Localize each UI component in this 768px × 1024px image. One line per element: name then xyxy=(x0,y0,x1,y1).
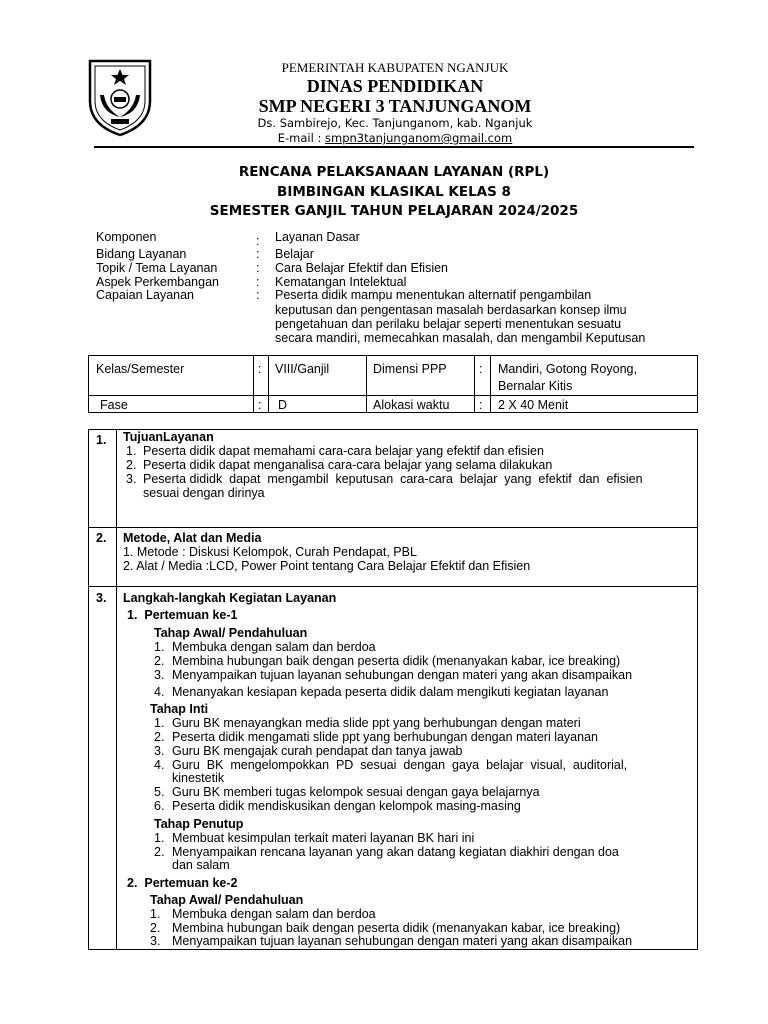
kelas-value: VIII/Ganjil xyxy=(275,362,330,376)
list-item: Membina hubungan baik dengan peserta didik (menanyakan kabar, ice breaking) xyxy=(172,654,621,668)
list-item: sesuai dengan dirinya xyxy=(143,486,265,500)
table-divider xyxy=(474,355,475,413)
section-number: 1. xyxy=(96,433,107,447)
stage-title: Tahap Awal/ Pendahuluan xyxy=(154,626,308,640)
list-num: 2. xyxy=(154,845,165,859)
info-value-capaian-line: secara mandiri, memecahkan masalah, dan mengambil Keputusan xyxy=(275,331,646,345)
list-num: 1. xyxy=(154,716,165,730)
section-number: 3. xyxy=(96,591,107,605)
table-divider xyxy=(253,355,254,413)
list-item: Guru BK mengelompokkan PD sesuai dengan gaya belajar visual, auditorial, xyxy=(172,758,628,772)
list-num: 2. xyxy=(126,458,137,472)
list-item: Membuat kesimpulan terkait materi layanan BK hari ini xyxy=(172,831,475,845)
list-item: dan salam xyxy=(172,858,230,872)
list-item: Membuka dengan salam dan berdoa xyxy=(172,640,376,654)
list-num: 3. xyxy=(154,668,165,682)
list-num: 1. xyxy=(154,640,165,654)
list-num: 1. xyxy=(150,907,161,921)
letterhead-email xyxy=(150,131,640,145)
dimensi-label: Dimensi PPP xyxy=(373,362,447,376)
section-title: Langkah-langkah Kegiatan Layanan xyxy=(123,591,337,605)
table-colon: : xyxy=(258,398,262,412)
letterhead-department: DINAS PENDIDIKAN xyxy=(306,76,484,96)
section-title: Metode, Alat dan Media xyxy=(123,531,262,545)
info-value-aspek: Kematangan Intelektual xyxy=(275,275,407,289)
list-item: Guru BK menayangkan media slide ppt yang berhubungan dengan materi xyxy=(172,716,581,730)
list-num: 3. xyxy=(126,472,137,486)
info-label-komponen: Komponen xyxy=(96,230,157,244)
list-num: 2. xyxy=(154,654,165,668)
table-divider xyxy=(88,395,698,396)
list-item: Membuka dengan salam dan berdoa xyxy=(172,907,376,921)
alokasi-label: Alokasi waktu xyxy=(373,398,450,412)
table-divider xyxy=(88,586,698,587)
list-item: Membina hubungan baik dengan peserta didik (menanyakan kabar, ice breaking) xyxy=(172,921,621,935)
meeting-title: 1. Pertemuan ke-1 xyxy=(127,608,238,622)
list-num: 2. xyxy=(154,730,165,744)
letterhead-divider xyxy=(94,146,694,148)
info-value-capaian: Peserta didik mampu menentukan alternatif pengambilan xyxy=(275,288,592,302)
info-label-aspek: Aspek Perkembangan xyxy=(96,275,219,289)
list-item: Menyampaikan rencana layanan yang akan datang kegiatan diakhiri dengan doa xyxy=(172,845,619,859)
section-number: 2. xyxy=(96,531,107,545)
info-value-bidang: Belajar xyxy=(275,247,314,261)
info-value-capaian-line: keputusan dan pengentasan masalah berdasarkan konsep ilmu xyxy=(275,303,627,317)
stage-title: Tahap Penutup xyxy=(154,817,244,831)
info-colon: : xyxy=(256,288,260,302)
list-item: kinestetik xyxy=(172,771,225,785)
table-divider xyxy=(116,429,117,950)
letterhead-address: Ds. Sambirejo, Kec. Tanjunganom, kab. Nganjuk xyxy=(257,116,533,130)
meeting-title: 2. Pertemuan ke-2 xyxy=(127,876,238,890)
list-item: Menanyakan kesiapan kepada peserta didik dalam mengikuti kegiatan layanan xyxy=(172,685,609,699)
table-divider xyxy=(366,355,367,413)
info-label-capaian: Capaian Layanan xyxy=(96,288,194,302)
section-title: TujuanLayanan xyxy=(123,430,214,444)
list-item: Peserta dididk dapat mengambil keputusan cara-cara belajar yang efektif dan efisien xyxy=(143,472,643,486)
dimensi-value: Mandiri, Gotong Royong, xyxy=(498,362,637,376)
info-colon: : xyxy=(256,234,260,248)
doc-subtitle: BIMBINGAN KLASIKAL KELAS 8 xyxy=(277,184,511,200)
table-divider xyxy=(490,355,491,413)
table-divider xyxy=(88,527,698,528)
info-colon: : xyxy=(256,261,260,275)
list-num: 5. xyxy=(154,785,165,799)
kelas-label: Kelas/Semester xyxy=(96,362,185,376)
list-item: Peserta didik mengamati slide ppt yang berhubungan dengan materi layanan xyxy=(172,730,598,744)
doc-semester: SEMESTER GANJIL TAHUN PELAJARAN 2024/2025 xyxy=(209,203,579,219)
list-item: Guru BK mengajak curah pendapat dan tanya jawab xyxy=(172,744,463,758)
letterhead-government: PEMERINTAH KABUPATEN NGANJUK xyxy=(281,60,509,75)
table-colon: : xyxy=(258,362,262,376)
letterhead-school: SMP NEGERI 3 TANJUNGANOM xyxy=(258,96,532,116)
list-num: 3. xyxy=(150,934,161,948)
stage-title: Tahap Awal/ Pendahuluan xyxy=(150,893,304,907)
list-num: 1. xyxy=(126,444,137,458)
list-num: 3. xyxy=(154,744,165,758)
list-item: Menyampaikan tujuan layanan sehubungan dengan materi yang akan disampaikan xyxy=(172,934,633,948)
doc-title: RENCANA PELAKSANAAN LAYANAN (RPL) xyxy=(238,164,550,180)
dimensi-value: Bernalar Kitis xyxy=(498,379,573,393)
list-num: 4. xyxy=(154,758,165,772)
table-colon: : xyxy=(479,362,483,376)
table-divider xyxy=(268,355,269,413)
info-value-topik: Cara Belajar Efektif dan Efisien xyxy=(275,261,449,275)
stage-title: Tahap Inti xyxy=(150,702,209,716)
info-colon: : xyxy=(256,275,260,289)
fase-value: D xyxy=(278,398,288,412)
list-num: 2. xyxy=(150,921,161,935)
media-line: 2. Alat / Media :LCD, Power Point tentang Cara Belajar Efektif dan Efisien xyxy=(123,559,531,573)
info-value-komponen: Layanan Dasar xyxy=(275,230,360,244)
list-item: Peserta didik dapat menganalisa cara-cara belajar yang selama dilakukan xyxy=(143,458,553,472)
fase-label: Fase xyxy=(100,398,128,412)
list-item: Peserta didik dapat memahami cara-cara belajar yang efektif dan efisien xyxy=(143,444,544,458)
email-link[interactable]: smpn3tanjunganom@gmail.com xyxy=(325,131,513,145)
info-value-capaian-line: pengetahuan dan perilaku belajar seperti menentukan sesuatu xyxy=(275,317,622,331)
list-num: 6. xyxy=(154,799,165,813)
list-num: 1. xyxy=(154,831,165,845)
list-item: Peserta didik mendiskusikan dengan kelompok masing-masing xyxy=(172,799,521,813)
list-num: 4. xyxy=(154,685,165,699)
list-item: Menyampaikan tujuan layanan sehubungan dengan materi yang akan disampaikan xyxy=(172,668,633,682)
email-label: E-mail : xyxy=(277,131,325,145)
method-line: 1. Metode : Diskusi Kelompok, Curah Pendapat, PBL xyxy=(123,545,417,559)
regency-crest-icon xyxy=(84,55,156,139)
info-label-topik: Topik / Tema Layanan xyxy=(96,261,218,275)
alokasi-value: 2 X 40 Menit xyxy=(498,398,569,412)
list-item: Guru BK memberi tugas kelompok sesuai dengan gaya belajarnya xyxy=(172,785,540,799)
info-colon: : xyxy=(256,247,260,261)
info-label-bidang: Bidang Layanan xyxy=(96,247,187,261)
table-colon: : xyxy=(479,398,483,412)
